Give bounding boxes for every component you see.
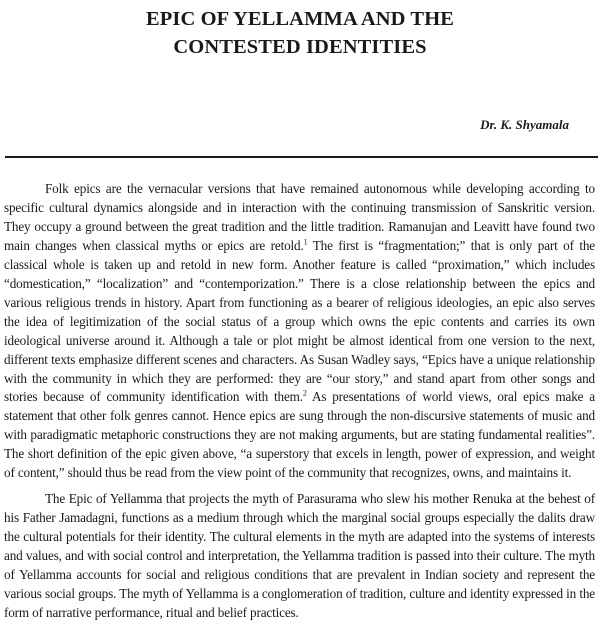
footnote-marker-1: 1: [303, 237, 308, 247]
article-title-line-1: EPIC OF YELLAMMA AND THE: [145, 8, 455, 30]
body-paragraph-2: The Epic of Yellamma that projects the myth of Parasurama who slew his mother Renuka at the behest of his Father Jamadagni, functions as a medium through which the marginal social groups especially the dalits draw the cultural potentials for their identity. The cultural elements in the myth are adapted into the systems of interests and values, and with social control and interpretation, the Yellamma tradition is passed into their culture. The myth of Yellamma accounts for social and religious conditions that are prevalent in Indian society and represent the various social groups. The myth of Yellamma is a conglomeration of tradition, culture and identity expressed in the form of narrative performance, ritual and belief practices.: [4, 491, 595, 620]
author-name: Dr. K. Shyamala: [480, 117, 569, 132]
article-title-line-2: CONTESTED IDENTITIES: [173, 36, 427, 58]
paragraph-1-text-c: As presentations of world views, oral epics make a statement that other folk genres cannot. Hence epics are sung through the non-discursive statements of music and with paradigmatic metaphoric constructions they are not making arguments, but are stating fundamental realities”. The short definition of the epic given above, “a superstory that excels in length, power of expression, and weight of content,” should thus be read from the view point of the community that recognizes, owns, and maintains it.: [4, 389, 595, 481]
paragraph-1-text-b: The first is “fragmentation;” that is only part of the classical whole is taken up and retold in new form. Another feature is called “proximation,” which includes “domestication,” “localization” and “contemporization.” There is a close relationship between the epics and various religious trends in history. Apart from functioning as a bearer of religious ideologies, an epic also serves the idea of legitimization of the social status of a group which owns the epic contents and carries its own ideological universe around it. Although a tale or plot might be almost identical from one version to the next, different texts emphasize different scenes and characters. As Susan Wadley says, “Epics have a unique relationship with the community in which they are performed: they are “our story,” and stand apart from other songs and stories because of community identification with them.: [4, 237, 595, 405]
paragraph-1-text-a: Folk epics are the vernacular versions that have remained autonomous while developing according to specific cultural dynamics alongside and in interaction with the continuing transmission of Sanskritic version. They occupy a ground between the great tradition and the little tradition. Ramanujan and Leavitt have found two main changes when classical myths or epics are retold.: [4, 181, 595, 253]
header-divider: [5, 156, 598, 158]
footnote-marker-2: 2: [302, 389, 307, 399]
body-paragraph-1: [4, 180, 595, 483]
